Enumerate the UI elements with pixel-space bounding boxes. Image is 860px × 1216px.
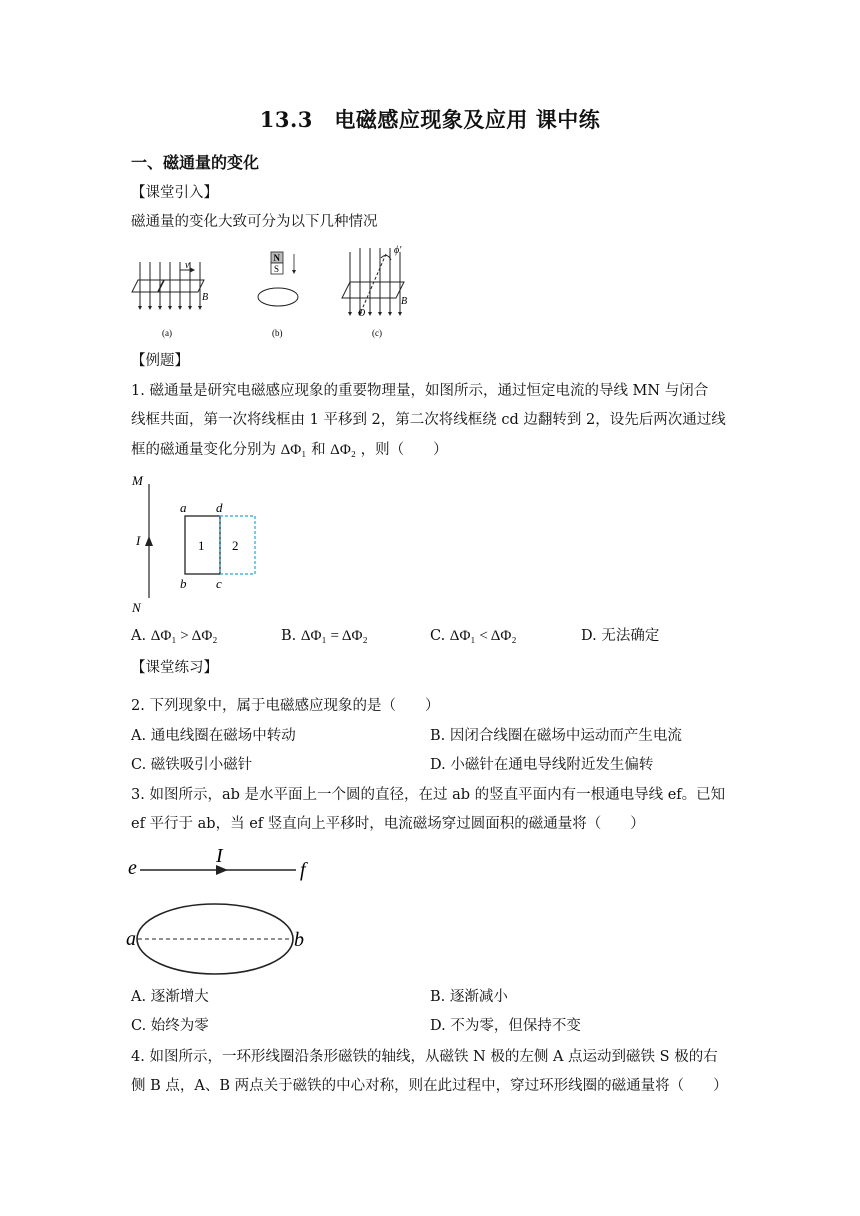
- q3-option-c[interactable]: C. 始终为零: [131, 1018, 209, 1034]
- q2-option-a[interactable]: A. 通电线圈在磁场中转动: [131, 728, 296, 744]
- intro-label: 【课堂引入】: [131, 185, 218, 201]
- q3-option-a[interactable]: A. 逐渐增大: [131, 989, 209, 1005]
- fig-c-B-label: B: [401, 296, 408, 307]
- q1-option-b[interactable]: B. ΔΦ₁ = ΔΦ₂: [281, 628, 368, 644]
- q1-fig-a: a: [180, 500, 187, 515]
- q1-and: 和: [311, 442, 326, 458]
- q1-line3-pre: 框的磁通量变化分别为: [131, 442, 276, 458]
- q1-fig-M: M: [132, 473, 143, 488]
- q1-option-c[interactable]: C. ΔΦ₁ < ΔΦ₂: [430, 628, 517, 644]
- q1-fig-2: 2: [232, 538, 239, 553]
- q3-option-d[interactable]: D. 不为零，但保持不变: [430, 1018, 581, 1034]
- fig-b-S-label: S: [274, 264, 280, 274]
- q1-fig-1: 1: [198, 538, 205, 553]
- page-title: 13.3 电磁感应现象及应用 课中练: [259, 107, 601, 132]
- q1-fig-I: I: [136, 533, 141, 548]
- q1-option-d[interactable]: D. 无法确定: [581, 628, 660, 644]
- q4-line1: 4. 如图所示，一环形线圈沿条形磁铁的轴线，从磁铁 N 极的左侧 A 点运动到磁铁 S 极的右: [131, 1049, 718, 1065]
- section-heading: 一、磁通量的变化: [131, 153, 260, 172]
- q4-line2: 侧 B 点，A、B 两点关于磁铁的中心对称，则在此过程中，穿过环形线圈的磁通量将（ ）: [131, 1078, 728, 1094]
- q1-line1: 1. 磁通量是研究电磁感应现象的重要物理量，如图所示，通过恒定电流的导线 MN 与闭合: [131, 383, 709, 399]
- q1-line2: 线框共面，第一次将线框由 1 平移到 2，第二次将线框绕 cd 边翻转到 2，设先后两次通过线: [131, 412, 726, 428]
- fig-c-caption: (c): [372, 328, 382, 338]
- q1-phi1: ΔΦ₁: [280, 442, 307, 458]
- q3-option-b[interactable]: B. 逐渐减小: [430, 989, 508, 1005]
- q3-line2: ef 平行于 ab，当 ef 竖直向上平移时，电流磁场穿过圆面积的磁通量将（ ）: [131, 816, 645, 832]
- example-label: 【例题】: [131, 353, 189, 369]
- fig-a-caption: (a): [162, 328, 172, 338]
- q2-option-d[interactable]: D. 小磁针在通电导线附近发生偏转: [430, 757, 654, 773]
- figure-a: [132, 262, 204, 310]
- intro-text: 磁通量的变化大致可分为以下几种情况: [131, 214, 378, 230]
- q1-fig-d: d: [216, 500, 223, 515]
- q1-fig-c: c: [216, 576, 222, 591]
- q3-line1: 3. 如图所示，ab 是水平面上一个圆的直径，在过 ab 的竖直平面内有一根通电导线 ef。已知: [131, 787, 726, 803]
- fig-c-O-label: O: [358, 308, 366, 319]
- fig-a-v-label: v: [185, 260, 190, 271]
- practice-label: 【课堂练习】: [131, 660, 218, 676]
- figure-c: [342, 248, 404, 316]
- q3-fig-e: e: [128, 857, 137, 879]
- q3-fig-a: a: [126, 928, 136, 950]
- q2-option-c[interactable]: C. 磁铁吸引小磁针: [131, 757, 253, 773]
- q2-option-b[interactable]: B. 因闭合线圈在磁场中运动而产生电流: [430, 728, 682, 744]
- q1-phi2: ΔΦ₂: [330, 442, 357, 458]
- q1-line3: [131, 440, 448, 460]
- fig-b-N-label: N: [273, 253, 280, 263]
- q1-line3-post: ，则（ ）: [360, 442, 448, 458]
- fig-c-phi-label: ϕ′: [394, 245, 402, 256]
- q1-option-a[interactable]: A. ΔΦ₁ > ΔΦ₂: [131, 628, 218, 644]
- q3-fig-I: I: [216, 845, 223, 867]
- q3-fig-b: b: [294, 929, 304, 951]
- q3-figure: [126, 842, 326, 982]
- fig-a-B-label: B: [202, 292, 209, 303]
- q1-fig-b: b: [180, 576, 187, 591]
- intro-figure: [128, 240, 418, 340]
- fig-b-caption: (b): [272, 328, 283, 338]
- q1-figure: [128, 470, 268, 615]
- q2-stem: 2. 下列现象中，属于电磁感应现象的是（ ）: [131, 698, 440, 714]
- q3-fig-f: f: [300, 859, 306, 881]
- q1-fig-N: N: [132, 600, 141, 615]
